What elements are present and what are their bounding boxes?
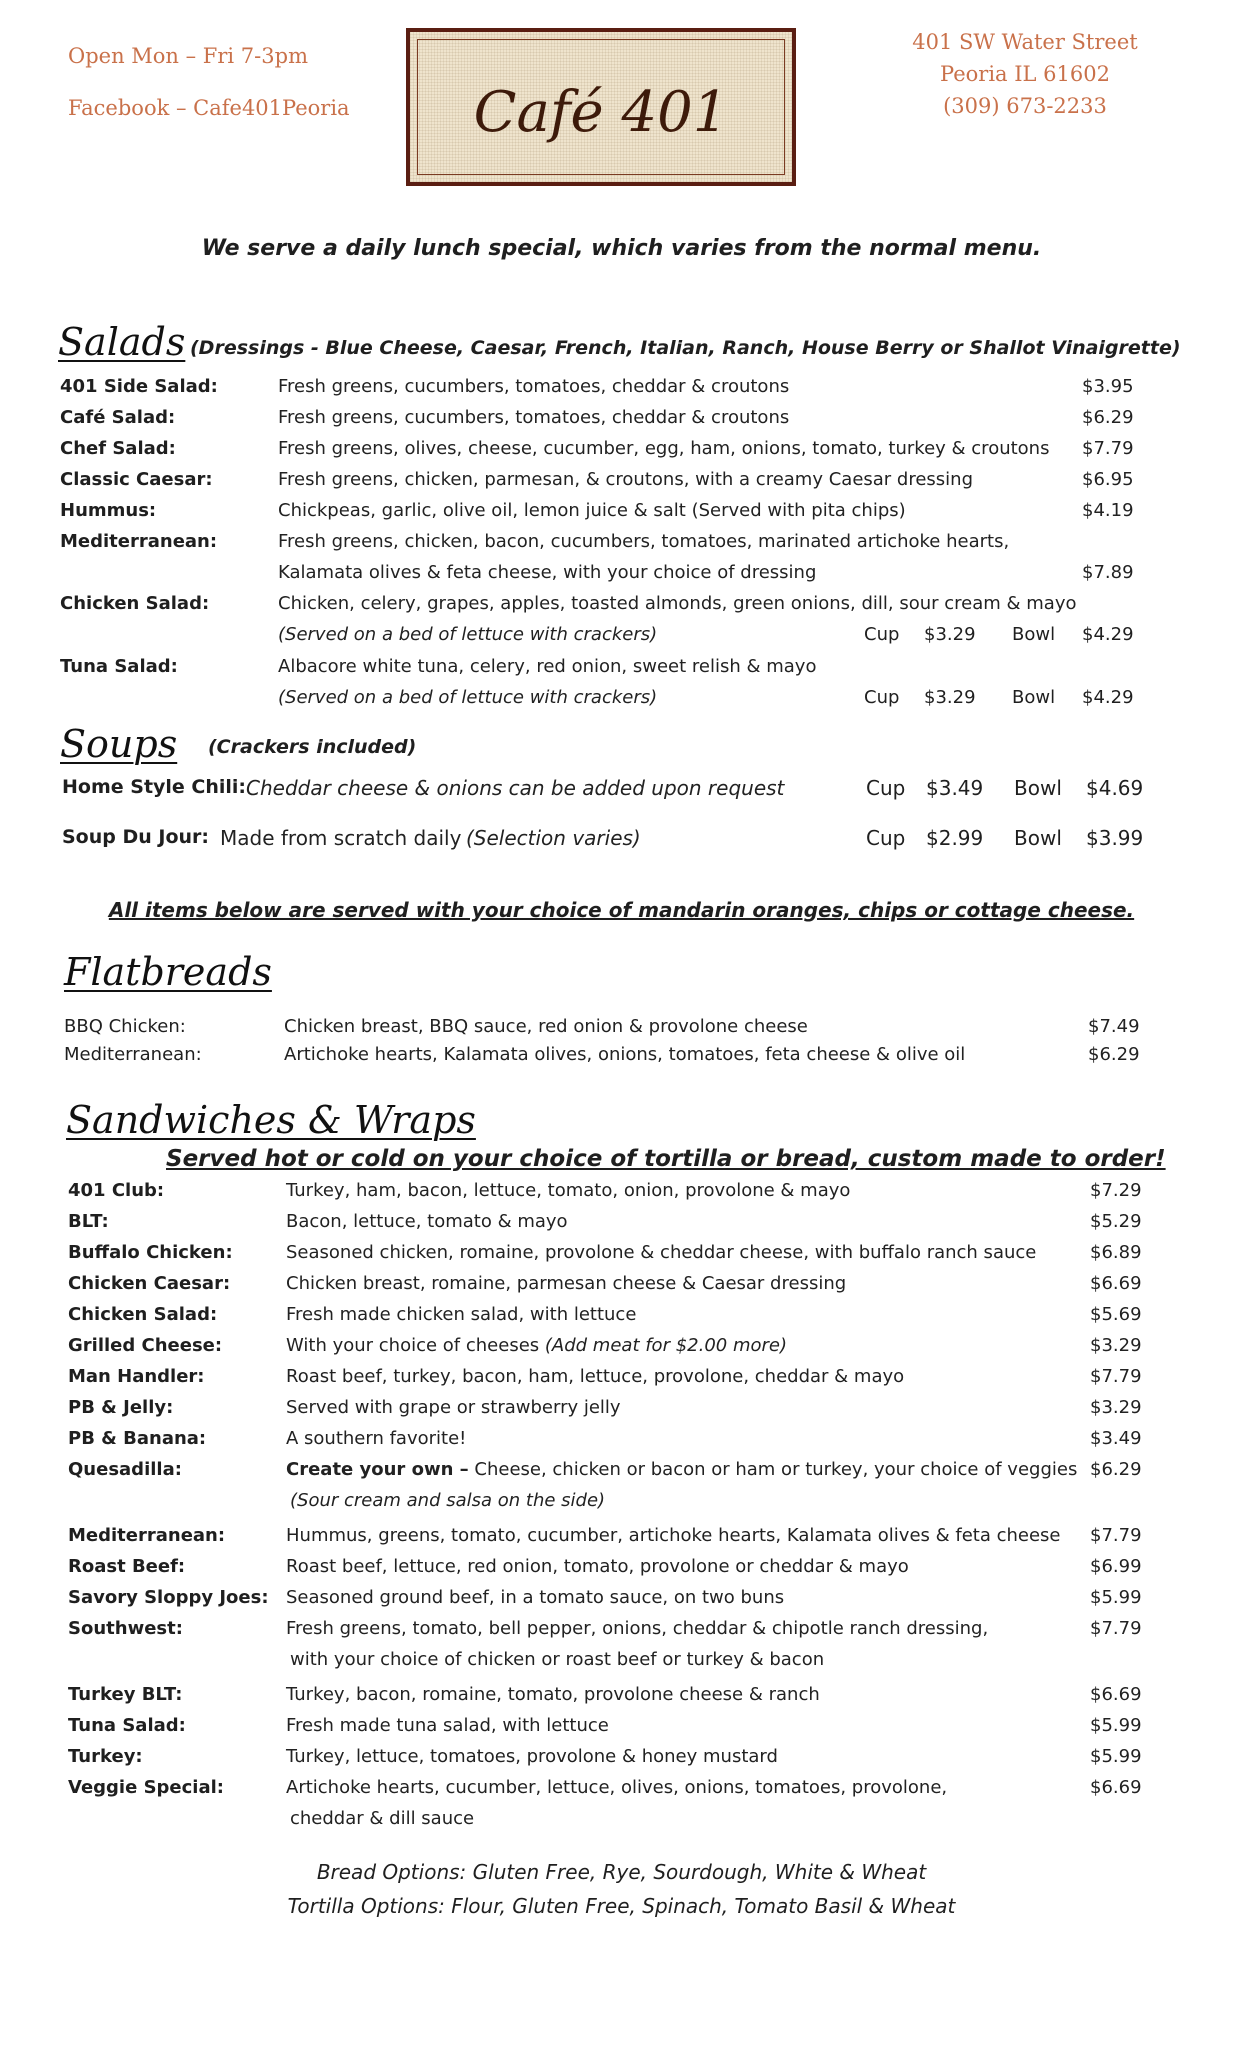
item-name: Hummus: — [60, 500, 157, 521]
bowl-label: Bowl — [1014, 826, 1062, 850]
item-desc: Artichoke hearts, cucumber, lettuce, olives, onions, tomatoes, provolone, — [286, 1777, 948, 1798]
daily-special-note: We serve a daily lunch special, which varies from the normal menu. — [201, 236, 1042, 261]
logo-title: Café 401 — [473, 80, 729, 145]
item-desc: Artichoke hearts, Kalamata olives, onions, tomatoes, feta cheese & olive oil — [284, 1044, 966, 1065]
item-price: $5.99 — [1090, 1715, 1142, 1736]
cup-label: Cup — [864, 687, 900, 708]
item-price: $6.69 — [1090, 1777, 1142, 1798]
item-desc-group — [286, 1428, 466, 1449]
item-name: Grilled Cheese: — [68, 1335, 223, 1356]
item-desc-line2: Kalamata olives & feta cheese, with your choice of dressing — [278, 562, 817, 583]
item-name: BBQ Chicken: — [64, 1016, 186, 1037]
item-desc: Fresh made tuna salad, with lettuce — [286, 1715, 609, 1736]
item-desc-group — [286, 1304, 636, 1325]
item-desc: Chicken breast, romaine, parmesan cheese & Caesar dressing — [286, 1273, 847, 1294]
item-sub-note: (Served on a bed of lettuce with crackers) — [278, 624, 658, 645]
flatbreads-title: Flatbreads — [64, 950, 272, 994]
menu-item — [0, 1397, 1243, 1427]
item-price: $7.79 — [1090, 1525, 1142, 1546]
menu-item-continued — [0, 1649, 1243, 1679]
item-desc-group — [286, 1397, 621, 1418]
menu-item — [0, 1366, 1243, 1396]
item-desc-italic: (Add meat for $2.00 more) — [544, 1335, 787, 1356]
item-desc: Chicken breast, BBQ sauce, red onion & provolone cheese — [284, 1016, 808, 1037]
item-desc-group — [286, 1273, 846, 1294]
item-name: Home Style Chili: — [62, 776, 247, 798]
phone-number: (309) 673-2233 — [943, 94, 1107, 118]
item-desc: Turkey, lettuce, tomatoes, provolone & honey mustard — [286, 1746, 778, 1767]
item-name: Man Handler: — [68, 1366, 205, 1387]
item-desc: Albacore white tuna, celery, red onion, sweet relish & mayo — [278, 656, 817, 677]
sandwiches-title: Sandwiches & Wraps — [66, 1098, 476, 1142]
item-desc: Turkey, ham, bacon, lettuce, tomato, onion, provolone & mayo — [286, 1180, 851, 1201]
item-desc: Fresh greens, chicken, parmesan, & croutons, with a creamy Caesar dressing — [278, 469, 974, 490]
menu-item — [0, 500, 1243, 530]
item-desc: A southern favorite! — [286, 1428, 467, 1449]
cup-price: $3.49 — [926, 776, 984, 800]
item-desc-line2: cheddar & dill sauce — [290, 1808, 475, 1829]
soups-note: (Crackers included) — [208, 736, 417, 758]
item-name: BLT: — [68, 1211, 109, 1232]
item-desc: Made from scratch daily — [220, 826, 462, 850]
menu-item-sizes — [0, 624, 1243, 654]
menu-item — [0, 1180, 1243, 1210]
item-price: $6.29 — [1090, 1459, 1142, 1480]
item-price: $6.29 — [1082, 407, 1134, 428]
cup-label: Cup — [866, 776, 906, 800]
item-name: Quesadilla: — [68, 1459, 182, 1480]
item-desc: Roast beef, lettuce, red onion, tomato, provolone or cheddar & mayo — [286, 1556, 909, 1577]
item-name: Classic Caesar: — [60, 469, 213, 490]
item-desc-group — [286, 1684, 820, 1705]
item-name: Buffalo Chicken: — [68, 1242, 233, 1263]
item-desc: Seasoned chicken, romaine, provolone & cheddar cheese, with buffalo ranch sauce — [286, 1242, 1037, 1263]
bowl-price: $4.69 — [1086, 776, 1144, 800]
item-desc-line2: (Sour cream and salsa on the side) — [290, 1490, 606, 1511]
item-price: $7.79 — [1090, 1618, 1142, 1639]
item-name: Café Salad: — [60, 407, 176, 428]
item-price: $3.29 — [1090, 1335, 1142, 1356]
salads-title: Salads — [58, 320, 186, 364]
menu-item — [0, 1587, 1243, 1617]
item-name: Mediterranean: — [64, 1044, 202, 1065]
cup-label: Cup — [864, 624, 900, 645]
item-desc: Fresh greens, cucumbers, tomatoes, cheddar & croutons — [278, 376, 790, 397]
item-name: Veggie Special: — [68, 1777, 224, 1798]
item-desc-group — [286, 1242, 1036, 1263]
bowl-price: $4.29 — [1082, 624, 1134, 645]
item-price: $6.99 — [1090, 1556, 1142, 1577]
bowl-label: Bowl — [1012, 687, 1056, 708]
soups-title: Soups — [60, 722, 178, 766]
item-price: $6.69 — [1090, 1273, 1142, 1294]
menu-item — [0, 407, 1243, 437]
bread-options: Bread Options: Gluten Free, Rye, Sourdough, White & Wheat — [316, 1860, 927, 1884]
menu-item — [0, 1777, 1243, 1807]
item-desc: Fresh greens, cucumbers, tomatoes, cheddar & croutons — [278, 407, 790, 428]
bowl-price: $4.29 — [1082, 687, 1134, 708]
item-desc: Chicken, celery, grapes, apples, toasted almonds, green onions, dill, sour cream & mayo — [278, 593, 1077, 614]
item-price: $3.95 — [1082, 376, 1134, 397]
item-desc: Seasoned ground beef, in a tomato sauce, on two buns — [286, 1587, 785, 1608]
item-desc-group — [286, 1746, 778, 1767]
item-desc: Bacon, lettuce, tomato & mayo — [286, 1211, 568, 1232]
menu-item — [0, 1242, 1243, 1272]
item-price: $5.69 — [1090, 1304, 1142, 1325]
item-desc-group — [286, 1618, 988, 1639]
menu-item — [0, 1016, 1243, 1046]
item-name: Tuna Salad: — [60, 656, 178, 677]
menu-item — [0, 531, 1243, 561]
item-name: Chicken Salad: — [68, 1304, 218, 1325]
item-desc-group — [286, 1335, 787, 1356]
item-desc-line2: with your choice of chicken or roast beef or turkey & bacon — [290, 1649, 825, 1670]
menu-item-continued — [0, 562, 1243, 592]
menu-item — [0, 1525, 1243, 1555]
item-name: Soup Du Jour: — [62, 826, 210, 848]
item-desc: Cheese, chicken or bacon or ham or turkey, your choice of veggies — [474, 1459, 1078, 1480]
item-desc-group — [286, 1777, 947, 1798]
item-desc: Fresh greens, tomato, bell pepper, onions, cheddar & chipotle ranch dressing, — [286, 1618, 989, 1639]
item-desc-group — [286, 1459, 1077, 1480]
item-desc-italic: (Selection varies) — [466, 826, 641, 850]
item-desc: Chickpeas, garlic, olive oil, lemon juice & salt (Served with pita chips) — [278, 500, 906, 521]
menu-item — [0, 593, 1243, 623]
cup-price: $3.29 — [924, 687, 976, 708]
menu-item-continued — [0, 1490, 1243, 1520]
menu-item — [0, 1618, 1243, 1648]
item-desc: Fresh greens, chicken, bacon, cucumbers, tomatoes, marinated artichoke hearts, — [278, 531, 1010, 552]
item-name: Savory Sloppy Joes: — [68, 1587, 269, 1608]
menu-item — [0, 1715, 1243, 1745]
item-name: Mediterranean: — [60, 531, 218, 552]
item-name: Mediterranean: — [68, 1525, 226, 1546]
item-name: Chicken Caesar: — [68, 1273, 231, 1294]
menu-item — [0, 656, 1243, 686]
item-price: $6.89 — [1090, 1242, 1142, 1263]
tortilla-options: Tortilla Options: Flour, Gluten Free, Spinach, Tomato Basil & Wheat — [287, 1894, 956, 1918]
item-name: Tuna Salad: — [68, 1715, 186, 1736]
facebook-handle: Facebook – Cafe401Peoria — [68, 96, 350, 120]
item-name: 401 Side Salad: — [60, 376, 218, 397]
item-name: PB & Jelly: — [68, 1397, 174, 1418]
item-price: $7.49 — [1088, 1016, 1140, 1037]
menu-item — [0, 1211, 1243, 1241]
item-desc: Fresh made chicken salad, with lettuce — [286, 1304, 637, 1325]
item-price: $6.95 — [1082, 469, 1134, 490]
item-name: 401 Club: — [68, 1180, 165, 1201]
item-price: $7.29 — [1090, 1180, 1142, 1201]
address-line-2: Peoria IL 61602 — [940, 62, 1110, 86]
item-name: Southwest: — [68, 1618, 183, 1639]
cup-price: $2.99 — [926, 826, 984, 850]
menu-item — [0, 776, 1243, 806]
cup-label: Cup — [866, 826, 906, 850]
item-price: $6.29 — [1088, 1044, 1140, 1065]
sides-note: All items below are served with your choice of mandarin oranges, chips or cottage cheese. — [108, 898, 1135, 922]
menu-item — [0, 1556, 1243, 1586]
menu-item — [0, 1273, 1243, 1303]
menu-item — [0, 1459, 1243, 1489]
item-desc: Cheddar cheese & onions can be added upon request — [246, 776, 785, 800]
item-desc-group — [286, 1556, 909, 1577]
item-name: Chicken Salad: — [60, 593, 210, 614]
item-price: $7.79 — [1082, 438, 1134, 459]
cup-price: $3.29 — [924, 624, 976, 645]
address-line-1: 401 SW Water Street — [912, 30, 1138, 54]
bowl-label: Bowl — [1012, 624, 1056, 645]
menu-item — [0, 438, 1243, 468]
item-name: Roast Beef: — [68, 1556, 186, 1577]
menu-item-continued — [0, 1808, 1243, 1838]
item-desc-bold: Create your own – — [286, 1459, 469, 1480]
item-desc-group — [286, 1180, 850, 1201]
menu-item — [0, 826, 1243, 856]
item-price: $7.79 — [1090, 1366, 1142, 1387]
item-desc: With your choice of cheeses — [286, 1335, 540, 1356]
salads-dressings-note: (Dressings - Blue Cheese, Caesar, French, Italian, Ranch, House Berry or Shallot Vinaigrette) — [190, 337, 1181, 359]
menu-item — [0, 1304, 1243, 1334]
menu-item — [0, 376, 1243, 406]
item-desc-group — [286, 1211, 568, 1232]
opening-hours: Open Mon – Fri 7-3pm — [68, 44, 308, 68]
item-desc-group — [286, 1525, 1061, 1546]
item-price: $5.99 — [1090, 1587, 1142, 1608]
item-price: $6.69 — [1090, 1684, 1142, 1705]
menu-item — [0, 1684, 1243, 1714]
item-desc-group — [286, 1366, 904, 1387]
item-desc: Served with grape or strawberry jelly — [286, 1397, 621, 1418]
item-desc: Hummus, greens, tomato, cucumber, artichoke hearts, Kalamata olives & feta cheese — [286, 1525, 1061, 1546]
menu-item — [0, 1044, 1243, 1074]
item-desc: Roast beef, turkey, bacon, ham, lettuce, provolone, cheddar & mayo — [286, 1366, 905, 1387]
item-sub-note: (Served on a bed of lettuce with crackers) — [278, 687, 658, 708]
item-price: $3.49 — [1090, 1428, 1142, 1449]
menu-item — [0, 1428, 1243, 1458]
item-desc: Turkey, bacon, romaine, tomato, provolone cheese & ranch — [286, 1684, 820, 1705]
menu-item — [0, 1335, 1243, 1365]
item-desc-group — [286, 1715, 609, 1736]
item-price: $7.89 — [1082, 562, 1134, 583]
menu-item-sizes — [0, 687, 1243, 717]
item-name: Chef Salad: — [60, 438, 176, 459]
item-name: PB & Banana: — [68, 1428, 207, 1449]
menu-item — [0, 469, 1243, 499]
sandwiches-subtitle: Served hot or cold on your choice of tortilla or bread, custom made to order! — [166, 1146, 1166, 1172]
menu-item — [0, 1746, 1243, 1776]
cafe-logo — [406, 28, 796, 186]
item-price: $4.19 — [1082, 500, 1134, 521]
item-name: Turkey: — [68, 1746, 143, 1767]
item-price: $3.29 — [1090, 1397, 1142, 1418]
bowl-label: Bowl — [1014, 776, 1062, 800]
item-desc-group — [286, 1587, 784, 1608]
bowl-price: $3.99 — [1086, 826, 1144, 850]
item-name: Turkey BLT: — [68, 1684, 183, 1705]
item-desc: Fresh greens, olives, cheese, cucumber, egg, ham, onions, tomato, turkey & croutons — [278, 438, 1050, 459]
item-price: $5.99 — [1090, 1746, 1142, 1767]
item-price: $5.29 — [1090, 1211, 1142, 1232]
